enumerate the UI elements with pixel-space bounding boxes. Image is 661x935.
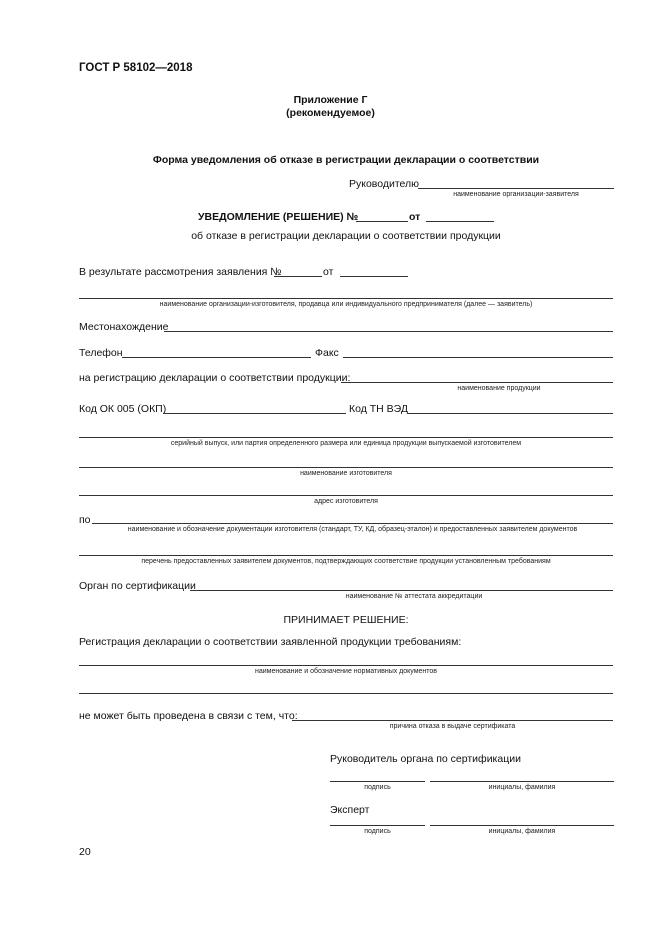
registration-label: на регистрацию декларации о соответствии продукции: (79, 372, 351, 384)
head-label: Руководитель органа по сертификации (330, 753, 521, 765)
batch-caption: серийный выпуск, или партия определенного размера или единица продукции выпускаемой изготовителем (170, 440, 522, 447)
tnved-label: Код ТН ВЭД (349, 403, 408, 415)
application-date-line (340, 276, 408, 277)
cannot-label: не может быть проведена в связи с тем, что: (79, 710, 298, 722)
application-number-line (274, 276, 322, 277)
head-signature-line (330, 781, 425, 782)
application-from-label: от (323, 266, 334, 278)
notice-number-line (356, 221, 408, 222)
applicant-caption: наименование организации-изготовителя, продавца или индивидуального предпринимателя (далее — заявитель) (159, 301, 533, 308)
location-line (164, 331, 613, 332)
address-caption: адрес изготовителя (314, 498, 378, 505)
decision-title: ПРИНИМАЕТ РЕШЕНИЕ: (283, 614, 409, 626)
by-label: по (79, 514, 91, 526)
batch-line (79, 437, 613, 438)
okp-line (163, 413, 346, 414)
tnved-line (408, 413, 613, 414)
application-label: В результате рассмотрения заявления № (79, 266, 282, 278)
notice-label: УВЕДОМЛЕНИЕ (РЕШЕНИЕ) № (198, 211, 359, 223)
product-caption: наименование продукции (457, 385, 541, 392)
addressee-label: Руководителю (349, 178, 420, 190)
standard-number: ГОСТ Р 58102—2018 (79, 62, 193, 74)
fax-line (343, 357, 613, 358)
okp-label: Код ОК 005 (ОКП) (79, 403, 167, 415)
phone-label: Телефон (79, 347, 123, 359)
expert-name-line (430, 825, 614, 826)
expert-name-caption: инициалы, фамилия (488, 828, 556, 835)
location-label: Местонахождение (79, 321, 169, 333)
notice-from-label: от (409, 211, 421, 223)
list-line (79, 555, 613, 556)
head-name-caption: инициалы, фамилия (488, 784, 556, 791)
normdocs-caption: наименование и обозначение нормативных документов (254, 668, 438, 675)
list-caption: перечень предоставленных заявителем документов, подтверждающих соответствие продукции установленным требованиям (141, 558, 551, 565)
head-signature-caption: подпись (364, 784, 391, 791)
expert-signature-line (330, 825, 425, 826)
docs-line (92, 523, 613, 524)
docs-caption: наименование и обозначение документации изготовителя (стандарт, ТУ, КД, образец-эталон) и предоставленных заявителем документов (127, 526, 578, 533)
addressee-line (418, 188, 614, 189)
normdocs-line (79, 665, 613, 666)
cert-body-caption: наименование № аттестата аккредитации (345, 593, 483, 600)
normdocs-line-2 (79, 693, 613, 694)
cert-body-line (190, 590, 613, 591)
expert-signature-caption: подпись (364, 828, 391, 835)
manufacturer-caption: наименование изготовителя (300, 470, 392, 477)
reason-caption: причина отказа в выдаче сертификата (389, 723, 516, 730)
expert-label: Эксперт (330, 804, 370, 816)
addressee-caption: наименование организации-заявителя (453, 191, 579, 198)
form-title: Форма уведомления об отказе в регистрации декларации о соответствии (152, 154, 540, 166)
cert-body-label: Орган по сертификации (79, 580, 196, 592)
address-line (79, 495, 613, 496)
reason-line (292, 720, 613, 721)
page-number: 20 (79, 846, 91, 858)
product-line (341, 382, 613, 383)
phone-line (122, 357, 311, 358)
fax-label: Факс (315, 347, 339, 359)
head-name-line (430, 781, 614, 782)
appendix-note: (рекомендуемое) (286, 107, 375, 119)
notice-date-line (426, 221, 494, 222)
manufacturer-line (79, 467, 613, 468)
registration-text: Регистрация декларации о соответствии заявленной продукции требованиям: (79, 636, 462, 648)
appendix-title: Приложение Г (293, 94, 368, 106)
notice-subtitle: об отказе в регистрации декларации о соответствии продукции (191, 230, 501, 242)
applicant-line (79, 298, 613, 299)
